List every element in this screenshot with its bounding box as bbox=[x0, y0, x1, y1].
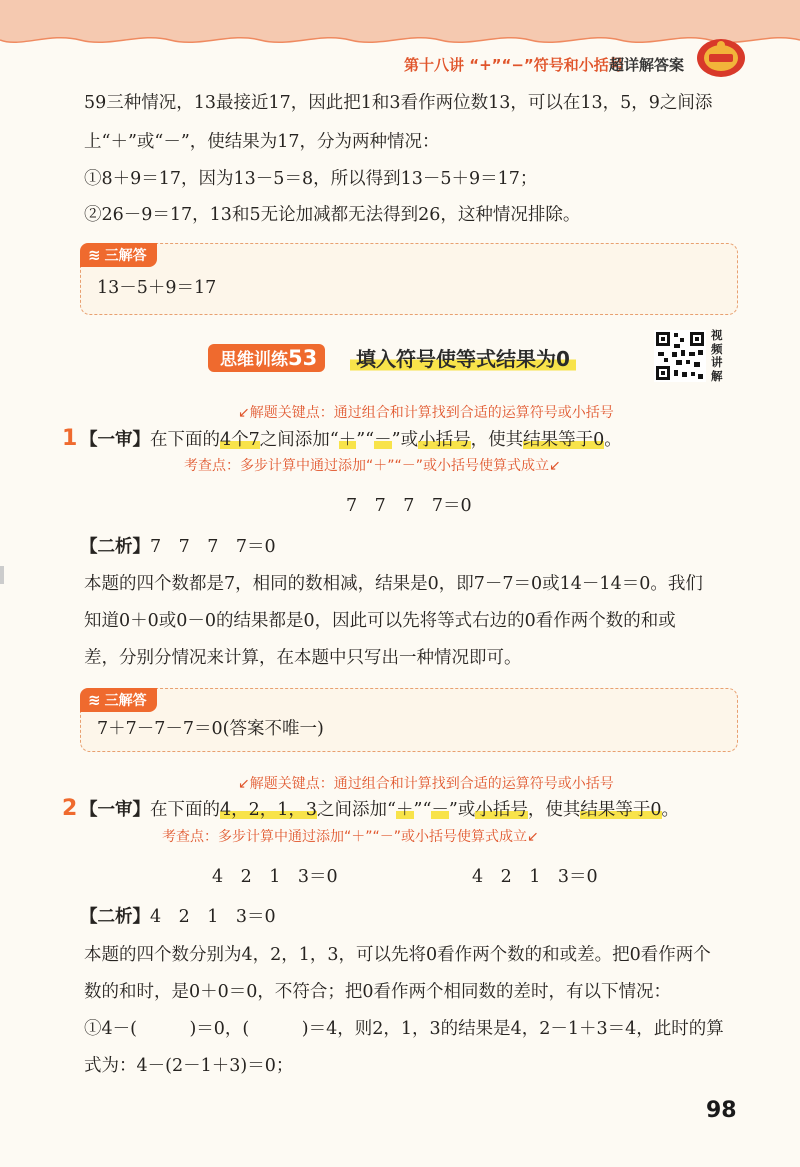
text-line: 式为：4－(2－1＋3)＝0； bbox=[84, 1056, 294, 1076]
text-line: ①8＋9＝17，因为13－5＝8，所以得到13－5＋9＝17； bbox=[84, 169, 538, 189]
training-title: 填入符号使等式结果为0 bbox=[350, 343, 576, 373]
arrow-icon: ↙ bbox=[238, 776, 250, 792]
qr-code-icon[interactable] bbox=[654, 330, 706, 382]
exam-point-note: 考查点：多步计算中通过添加“＋”“－”或小括号使算式成立↙ bbox=[162, 829, 539, 845]
training-label: 思维训练53 bbox=[208, 344, 325, 372]
key-point-note: ↙解题关键点：通过组合和计算找到合适的运算符号或小括号 bbox=[238, 405, 614, 421]
answer-text: 7＋7－7－7＝0(答案不唯一) bbox=[97, 719, 324, 739]
wave-icon: ≋ bbox=[88, 691, 101, 709]
exam-point-note: 考查点：多步计算中通过添加“＋”“－”或小括号使算式成立↙ bbox=[184, 458, 561, 474]
question-text: 【一审】在下面的4个7之间添加“＋”“－”或小括号，使其结果等于0。 bbox=[80, 430, 622, 450]
equation: 7 7 7 7＝0 bbox=[346, 496, 472, 516]
page-header bbox=[0, 0, 800, 86]
arrow-icon: ↙ bbox=[549, 458, 561, 474]
analysis-heading: 【二析】7 7 7 7＝0 bbox=[80, 537, 276, 557]
answer-box bbox=[80, 243, 738, 315]
margin-mark bbox=[0, 566, 4, 584]
book-logo-icon bbox=[694, 36, 748, 80]
text-line: ②26－9＝17，13和5无论加减都无法得到26，这种情况排除。 bbox=[84, 205, 581, 225]
text-line: 知道0＋0或0－0的结果都是0，因此可以先将等式右边的0看作两个数的和或 bbox=[84, 611, 676, 631]
answer-label: ≋ 三解答 bbox=[80, 688, 157, 712]
text-line: ①4－( )＝0，( )＝4，则2，1，3的结果是4，2－1＋3＝4，此时的算 bbox=[84, 1019, 724, 1039]
text-line: 本题的四个数分别为4，2，1，3，可以先将0看作两个数的和或差。把0看作两个 bbox=[84, 945, 711, 965]
text-line: 59三种情况，13最接近17，因此把1和3看作两位数13，可以在13，5，9之间添 bbox=[84, 93, 713, 113]
chapter-title: 第十八讲 “+”“−”符号和小括号 bbox=[404, 56, 624, 74]
key-point-note: ↙解题关键点：通过组合和计算找到合适的运算符号或小括号 bbox=[238, 776, 614, 792]
question-number: 1 bbox=[62, 426, 78, 451]
text-line: 数的和时，是0＋0＝0，不符合；把0看作两个相同数的差时，有以下情况： bbox=[84, 982, 672, 1002]
page-number: 98 bbox=[706, 1098, 737, 1123]
equation: 4 2 1 3＝0 bbox=[212, 867, 338, 887]
analysis-heading: 【二析】4 2 1 3＝0 bbox=[80, 907, 276, 927]
answer-label: ≋ 三解答 bbox=[80, 243, 157, 267]
text-line: 上“＋”或“－”，使结果为17，分为两种情况： bbox=[84, 132, 440, 152]
text-line: 差，分别分情况来计算，在本题中只写出一种情况即可。 bbox=[84, 648, 522, 668]
answer-box bbox=[80, 688, 738, 752]
answer-text: 13－5＋9＝17 bbox=[97, 278, 217, 298]
question-text: 【一审】在下面的4，2，1，3之间添加“＋”“－”或小括号，使其结果等于0。 bbox=[80, 800, 679, 820]
arrow-icon: ↙ bbox=[238, 405, 250, 421]
header-subtitle: 超详解答案 bbox=[609, 56, 685, 74]
equation: 4 2 1 3＝0 bbox=[472, 867, 598, 887]
qr-label: 视 频 讲 解 bbox=[711, 328, 723, 383]
question-number: 2 bbox=[62, 796, 78, 821]
wave-icon: ≋ bbox=[88, 246, 101, 264]
training-number: 53 bbox=[288, 346, 318, 370]
arrow-icon: ↙ bbox=[527, 829, 539, 845]
text-line: 本题的四个数都是7，相同的数相减，结果是0，即7－7＝0或14－14＝0。我们 bbox=[84, 574, 703, 594]
